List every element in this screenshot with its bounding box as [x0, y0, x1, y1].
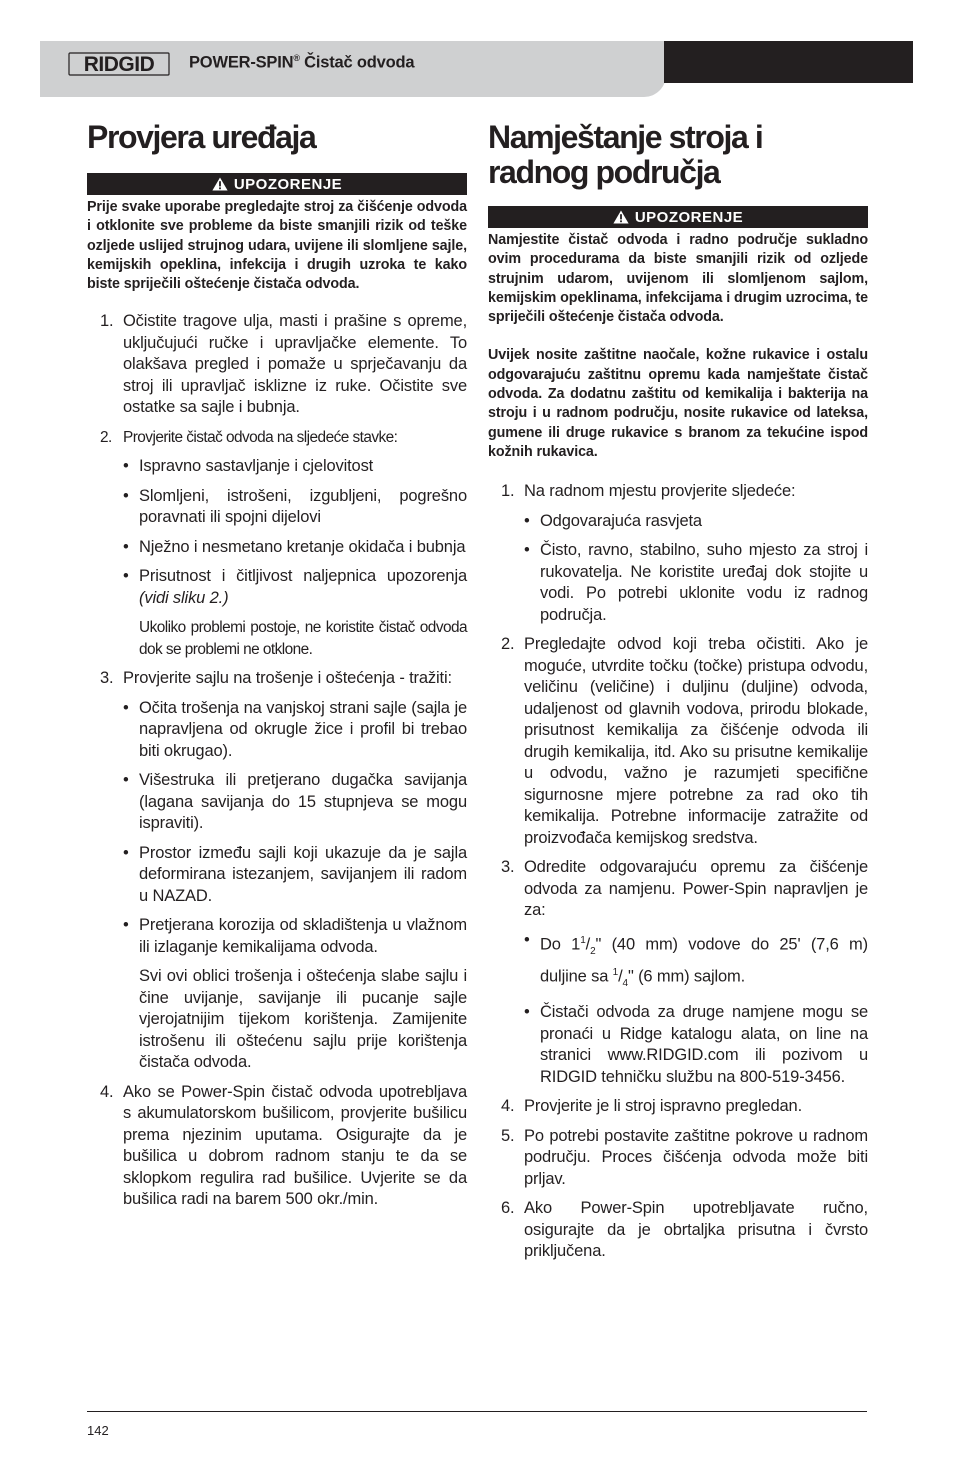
warning-text: Prije svake uporabe pregledajte stroj za čišćenje odvoda i otklonite sve probleme da biste smanjili rizik od teške ozljede uslijed strujnog udara, uvijene ili slomljene sajle, kemijskih opeklina, infekcija i drugih uzroka te kako biste spriječili oštećenje čistača odvoda.: [87, 199, 467, 293]
left-column: [87, 120, 467, 1219]
step-3: 3. Provjerite sajlu na trošenje i oštećenja - tražiti: • Očita trošenja na vanjskoj strani sajle (sajla je napravljena od okrugle žice i profil bi trebao biti okrugao). • Višestruka ili pretjerano dugačka savijanja (lagana savijanja do 15 stupnjeva se mogu ispraviti). • Prostor između sajli koji ukazuje da je sajla deformirana istezanjem, savijanjem ili radom u NAZAD. • Pretjerana korozija od skladištenja u vlažnom ili izlaganje kemikalijama odvoda. Svi ovi oblici trošenja i oštećenja slabe sajlu i čine uvijanje, savijanje ili pucanje sajle vjerojatnijim tijekom korištenja. Zamijenite istrošenu ili oštećenu sajlu prije korištenja čistača odvoda.: [87, 668, 467, 1074]
setup-steps: [488, 481, 868, 1263]
list-item: • Odgovarajuća rasvjeta: [524, 511, 868, 533]
right-column: [488, 120, 868, 1271]
list-item: • Prisutnost i čitljivost naljepnica upozorenja (vidi sliku 2.): [123, 566, 467, 609]
warning-banner: [488, 206, 868, 228]
list-item: • Slomljeni, istrošeni, izgubljeni, pogrešno poravnati ili spojni dijelovi: [123, 486, 467, 529]
step-6: 6. Ako Power-Spin upotrebljavate ručno, osigurajte da je obrtaljka prisutna i čvrsto priključena.: [501, 1199, 868, 1261]
step-4: 4. Ako se Power-Spin čistač odvoda upotrebljava s akumulatorskom bušilicom, provjerite bušilicu prema njezinim uputama. Osigurajte da je bušilica u dobrom radnom stanju te da se sklopkom regulira rad bušilice. Uvjerite se da bušilica radi na barem 500 okr./min.: [100, 1082, 467, 1209]
step-1-list: [524, 511, 868, 627]
step-2: 2. Provjerite čistač odvoda na sljedeće stavke: • Ispravno sastavljanje i cjelovitost • Slomljeni, istrošeni, izgubljeni, pogrešno poravnati ili spojni dijelovi • Nježno i nesmetano kretanje okidača i bubnja • Prisutnost i čitljivost naljepnica upozorenja (vidi sliku 2.) Ukoliko problemi postoje, ne koristite čistač odvoda dok se problemi ne otklone.: [87, 427, 467, 661]
warning-text: Namjestite čistač odvoda i radno područje sukladno ovim procedurama da biste smanjili rizik od ozljede strujnim udarom, uvijenom ili slomljenom sajlom, kemijskim opeklinama, infekcijama i drugim uzrocima, te spriječili oštećenje čistača odvoda.: [488, 232, 868, 326]
list-item: • Ispravno sastavljanje i cjelovitost: [123, 456, 467, 478]
step-2: 2. Pregledajte odvod koji treba očistiti. Ako je moguće, utvrdite točku (točke) pristupa odvodu, veličinu (veličine) i duljinu (duljine) odvoda, udaljenost od glavnih vodova, prirodu blokade, prisutnost kemikalija za čišćenje odvoda ili drugih kemikalija, itd. Ako su prisutne kemikalije u odvodu, važno je razumjeti specifične sigurnosne mjere potrebne za rad oko tih kemikalija. Potrebne informacije zatražite od proizvođača kemijskog sredstva.: [501, 635, 868, 847]
section-heading-setup: Namještanje stroja i radnog područja: [488, 119, 763, 190]
list-item: • Čisto, ravno, stabilno, suho mjesto za stroj i rukovatelja. Ne koristite uređaj dok stojite u vodi. Po potrebi uklonite vodu iz radnog područja.: [524, 540, 868, 626]
list-item: • Pretjerana korozija od skladištenja u vlažnom ili izlaganje kemikalijama odvoda.: [123, 915, 467, 958]
ridgid-logo: [68, 52, 170, 76]
document-title: POWER-SPIN® Čistač odvoda: [189, 53, 415, 72]
logo-text: RIDGID: [83, 53, 155, 76]
step-2-list: [123, 456, 467, 609]
warning-label: UPOZORENJE: [233, 176, 343, 193]
protective-equipment-text: Uvijek nosite zaštitne naočale, kožne rukavice i ostalu odgovarajuću zaštitnu opremu kada namještate čistač odvoda. Za dodatnu zaštitu od kemikalija i bakterija na stroju i u radnom području, nosite rukavice od lateksa, gumene ili druge rukavice s branom za tekućine ispod kožnih rukavica.: [488, 347, 868, 460]
list-item: • Nježno i nesmetano kretanje okidača i bubnja: [123, 537, 467, 559]
header-dark-block: [664, 41, 913, 83]
warning-label: UPOZORENJE: [634, 209, 744, 226]
list-item: • Čistači odvoda za druge namjene mogu se pronaći u Ridge katalogu alata, on line na stranici www.RIDGID.com ili pozivom u RIDGID tehničku službu na 800-519-3456.: [524, 1002, 868, 1088]
warning-banner: [87, 173, 467, 195]
page-number: 142: [87, 1423, 109, 1438]
step-1: 1. Očistite tragove ulja, masti i prašine s opreme, uključujući ručke i upravljačke elemente. To olakšava pregled i pomaže u sprječavanju da stroj ili upravljač isklizne iz ruke. Očistite sve ostatke sa sajle i bubnja.: [100, 312, 467, 417]
step-2-note: Ukoliko problemi postoje, ne koristite čistač odvoda dok se problemi ne otklone.: [139, 619, 467, 658]
figure-reference: (vidi sliku 2.): [139, 588, 229, 607]
section-heading-inspection: Provjera uređaja: [87, 119, 316, 155]
list-item: • Prostor između sajli koji ukazuje da je sajla deformirana istezanjem, savijanjem ili radom u NAZAD.: [123, 843, 467, 908]
step-3-list: [524, 930, 868, 1089]
warning-icon: [212, 177, 228, 191]
step-4: 4. Provjerite je li stroj ispravno pregledan.: [501, 1097, 803, 1116]
step-5: 5. Po potrebi postavite zaštitne pokrove u radnom području. Proces čišćenja odvoda može biti prljav.: [501, 1126, 868, 1188]
step-3: 3. Odredite odgovarajuću opremu za čišćenje odvoda za namjenu. Power-Spin napravljen je za: • Do $1^1/_2$" (40 mm) vodove do 25' (7,6 m) duljine sa $^1/_4$" (6 mm) sajlom. • Čistači odvoda za druge namjene mogu se pronaći u Ridge katalogu alata, on line na stranici www.RIDGID.com ili pozivom u RIDGID tehničku službu na 800-519-3456.: [488, 857, 868, 1088]
footer-rule: [87, 1411, 867, 1412]
list-item: • Do $1^1/_2$" (40 mm) vodove do 25' (7,6 m) duljine sa $^1/_4$" (6 mm) sajlom.: [524, 930, 868, 995]
inspection-steps: [87, 311, 467, 1211]
step-3-note: Svi ovi oblici trošenja i oštećenja slabe sajlu i čine uvijanje, savijanje ili pucanje sajle vjerojatnijim tijekom korištenja. Zamijenite istrošenu ili oštećenu sajlu prije korištenja čistača odvoda.: [139, 967, 467, 1072]
step-1: 1. Na radnom mjestu provjerite sljedeće: • Odgovarajuća rasvjeta • Čisto, ravno, stabilno, suho mjesto za stroj i rukovatelja. Ne koristite uređaj dok stojite u vodi. Po potrebi uklonite vodu iz radnog područja.: [488, 481, 868, 626]
warning-icon: [613, 210, 629, 224]
list-item: • Višestruka ili pretjerano dugačka savijanja (lagana savijanja do 15 stupnjeva se mogu ispraviti).: [123, 770, 467, 835]
step-3-list: [123, 698, 467, 959]
list-item: • Očita trošenja na vanjskoj strani sajle (sajla je napravljena od okrugle žice i profil bi trebao biti okrugao).: [123, 698, 467, 763]
